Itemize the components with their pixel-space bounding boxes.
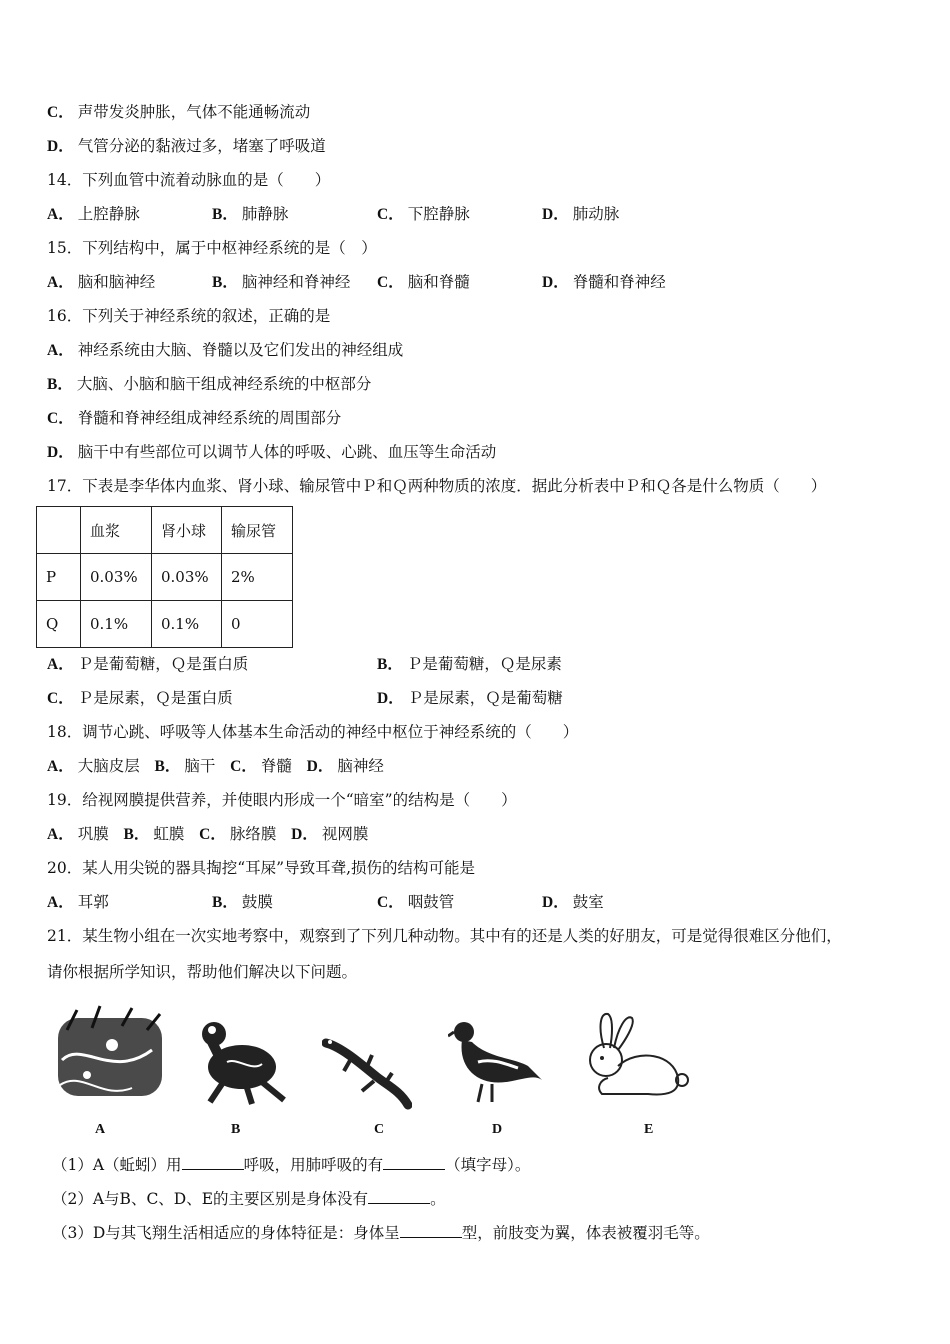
q21-sub1: （1）A（蚯蚓）用 呼吸，用肺呼吸的有 （填字母）。 — [52, 1156, 531, 1174]
table-cell: 0.1% — [152, 601, 222, 648]
earthworm-scene-image — [52, 1000, 170, 1105]
q19-options: A． 巩膜 B． 虹膜 C． 脉络膜 D． 视网膜 — [47, 825, 369, 843]
table-header-cell: 输尿管 — [222, 507, 293, 554]
q16-stem: 16．下列关于神经系统的叙述，正确的是 — [47, 307, 331, 325]
table-row — [37, 601, 293, 648]
q21-sub2: （2）A与B、C、D、E的主要区别是身体没有 。 — [52, 1190, 446, 1208]
q17-option: D． Ｐ是尿素，Ｑ是葡萄糖 — [377, 689, 563, 707]
table-cell: P — [37, 554, 81, 601]
q21-sub3: （3）D与其飞翔生活相适应的身体特征是：身体呈 型，前肢变为翼，体表被覆羽毛等。 — [52, 1224, 710, 1242]
q16-option: A． 神经系统由大脑、脊髓以及它们发出的神经组成 — [47, 341, 404, 359]
table-cell: 0.1% — [81, 601, 152, 648]
frog-image — [192, 1012, 292, 1107]
q14-option: D． 肺动脉 — [542, 205, 620, 223]
table-row — [37, 554, 293, 601]
q20-option: D． 鼓室 — [542, 893, 604, 911]
q21-stem-line2: 请你根据所学知识，帮助他们解决以下问题。 — [47, 963, 358, 981]
q15-option: A． 脑和脑神经 — [47, 273, 156, 291]
table-cell: 0.03% — [81, 554, 152, 601]
q17-option: A． Ｐ是葡萄糖，Ｑ是蛋白质 — [47, 655, 249, 673]
q17-option: B． Ｐ是葡萄糖，Ｑ是尿素 — [377, 655, 562, 673]
q14-option: C． 下腔静脉 — [377, 205, 470, 223]
figure-label: A — [95, 1122, 106, 1137]
table-cell: 0 — [222, 601, 293, 648]
q20-stem: 20．某人用尖锐的器具掏挖“耳屎”导致耳聋,损伤的结构可能是 — [47, 859, 476, 877]
answer-blank[interactable] — [400, 1223, 462, 1238]
figure-label: C — [374, 1122, 385, 1137]
table-header-cell — [37, 507, 81, 554]
table-header-row — [37, 507, 293, 554]
pigeon-image — [448, 1018, 544, 1108]
answer-blank[interactable] — [383, 1155, 445, 1170]
figure-label: E — [644, 1122, 654, 1137]
q13-option-d: D． 气管分泌的黏液过多，堵塞了呼吸道 — [47, 137, 326, 155]
q15-option: D． 脊髓和脊神经 — [542, 273, 666, 291]
table-header-cell: 肾小球 — [152, 507, 222, 554]
table-cell: Q — [37, 601, 81, 648]
q16-option: D． 脑干中有些部位可以调节人体的呼吸、心跳、血压等生命活动 — [47, 443, 497, 461]
figure-label: B — [231, 1122, 241, 1137]
q19-stem: 19．给视网膜提供营养，并使眼内形成一个“暗室”的结构是（ ） — [47, 791, 517, 809]
q15-option: B． 脑神经和脊神经 — [212, 273, 351, 291]
answer-blank[interactable] — [182, 1155, 244, 1170]
table-header-cell: 血浆 — [81, 507, 152, 554]
concentration-table — [36, 506, 293, 648]
answer-blank[interactable] — [368, 1189, 430, 1204]
q14-stem: 14．下列血管中流着动脉血的是（ ） — [47, 171, 331, 189]
rabbit-image — [578, 1008, 690, 1104]
q16-option: C． 脊髓和脊神经组成神经系统的周围部分 — [47, 409, 342, 427]
q17-option: C． Ｐ是尿素，Ｑ是蛋白质 — [47, 689, 233, 707]
lizard-image — [322, 1025, 412, 1110]
q18-stem: 18．调节心跳、呼吸等人体基本生命活动的神经中枢位于神经系统的（ ） — [47, 723, 579, 741]
q16-option: B． 大脑、小脑和脑干组成神经系统的中枢部分 — [47, 375, 372, 393]
q20-option: B． 鼓膜 — [212, 893, 273, 911]
q14-option: A． 上腔静脉 — [47, 205, 140, 223]
q13-option-c: C． 声带发炎肿胀，气体不能通畅流动 — [47, 103, 311, 121]
q14-option: B． 肺静脉 — [212, 205, 289, 223]
q18-options: A． 大脑皮层 B． 脑干 C． 脊髓 D． 脑神经 — [47, 757, 384, 775]
q15-option: C． 脑和脊髓 — [377, 273, 470, 291]
table-cell: 0.03% — [152, 554, 222, 601]
q21-stem-line1: 21．某生物小组在一次实地考察中，观察到了下列几种动物。其中有的还是人类的好朋友，可是觉得很难区分他们， — [47, 927, 842, 945]
figure-label: D — [492, 1122, 503, 1137]
q20-option: C． 咽鼓管 — [377, 893, 455, 911]
q17-stem: 17．下表是李华体内血浆、肾小球、输尿管中Ｐ和Ｑ两种物质的浓度．据此分析表中Ｐ和Ｑ各是什么物质（ ） — [47, 477, 827, 495]
q20-option: A． 耳郭 — [47, 893, 109, 911]
table-cell: 2% — [222, 554, 293, 601]
q15-stem: 15．下列结构中，属于中枢神经系统的是（ ） — [47, 239, 377, 257]
